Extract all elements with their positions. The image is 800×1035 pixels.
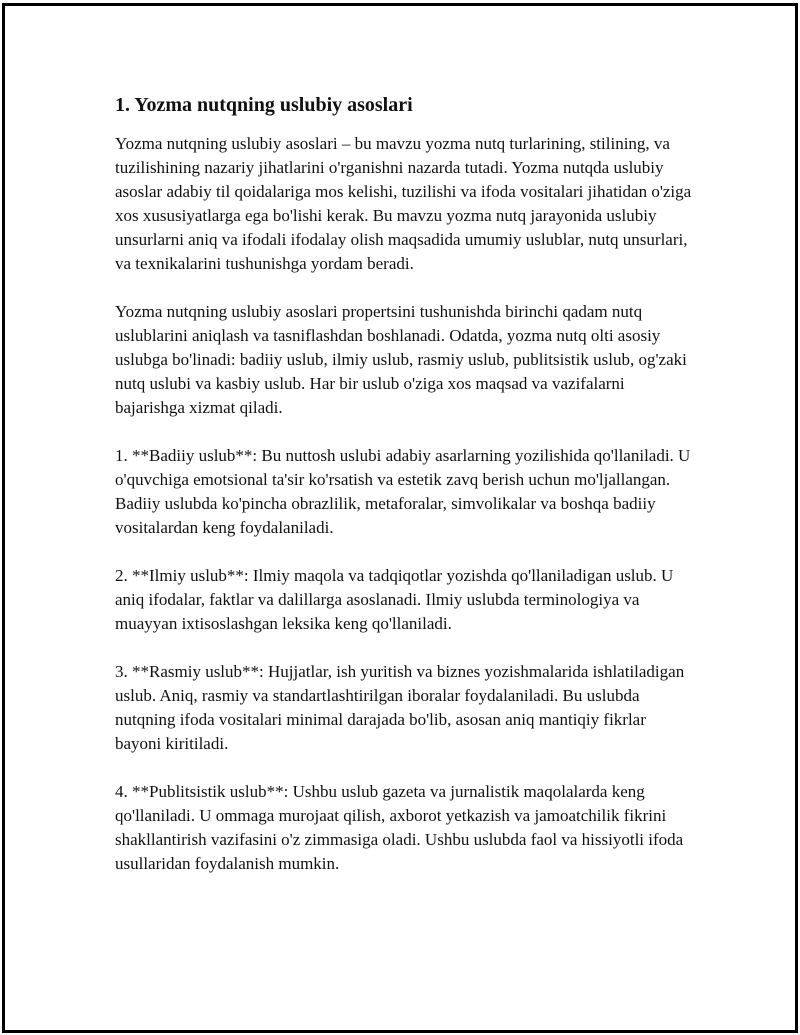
paragraph-classification: Yozma nutqning uslubiy asoslari propertsini tushunishda birinchi qadam nutq uslublarini aniqlash va tasniflashdan boshlanadi. Odatda, yozma nutq olti asosiy uslubga bo'linadi: badiiy uslub, ilmiy uslub, rasmiy uslub, publitsistik uslub, og'zaki nutq uslubi va kasbiy uslub. Har bir uslub o'ziga xos maqsad va vazifalarni bajarishga xizmat qiladi.	[115, 302, 687, 417]
document-title: 1. Yozma nutqning uslubiy asoslari	[115, 94, 413, 116]
paragraph-badiiy-uslub: 1. **Badiiy uslub**: Bu nuttosh uslubi adabiy asarlarning yozilishida qo'llaniladi. U o'quvchiga emotsional ta'sir ko'rsatish va estetik zavq berish uchun mo'ljallangan. Badiiy uslubda ko'pincha obrazlilik, metaforalar, simvolikalar va boshqa badiiy vositalardan keng foydalaniladi.	[115, 446, 691, 537]
paragraph-ilmiy-uslub: 2. **Ilmiy uslub**: Ilmiy maqola va tadqiqotlar yozishda qo'llaniladigan uslub. U aniq ifodalar, faktlar va dalillarga asoslanadi. Ilmiy uslubda terminologiya va muayyan ixtisoslashgan leksika keng qo'llaniladi.	[115, 566, 674, 633]
paragraph-intro: Yozma nutqning uslubiy asoslari – bu mavzu yozma nutq turlarining, stilining, va tuzilishining nazariy jihatlarini o'rganishni nazarda tutadi. Yozma nutqda uslubiy asoslar adabiy til qoidalariga mos kelishi, tuzilishi va ifoda vositalari jihatidan o'ziga xos xususiyatlarga ega bo'lishi kerak. Bu mavzu yozma nutq jarayonida uslubiy unsurlarni aniq va ifodali ifodalay olish maqsadida umumiy uslublar, nutq unsurlari, va texnikalarini tushunishga yordam beradi.	[115, 134, 692, 273]
document-body	[115, 92, 695, 900]
paragraph-publitsistik-uslub: 4. **Publitsistik uslub**: Ushbu uslub gazeta va jurnalistik maqolalarda keng qo'llaniladi. U ommaga murojaat qilish, axborot yetkazish va jamoatchilik fikrini shakllantirish vazifasini o'z zimmasiga oladi. Ushbu uslubda faol va hissiyotli ifoda usullaridan foydalanish mumkin.	[115, 782, 684, 873]
paragraph-rasmiy-uslub: 3. **Rasmiy uslub**: Hujjatlar, ish yuritish va biznes yozishmalarida ishlatiladigan uslub. Aniq, rasmiy va standartlashtirilgan iboralar foydalaniladi. Bu uslubda nutqning ifoda vositalari minimal darajada bo'lib, asosan aniq mantiqiy fikrlar bayoni kiritiladi.	[115, 662, 685, 753]
